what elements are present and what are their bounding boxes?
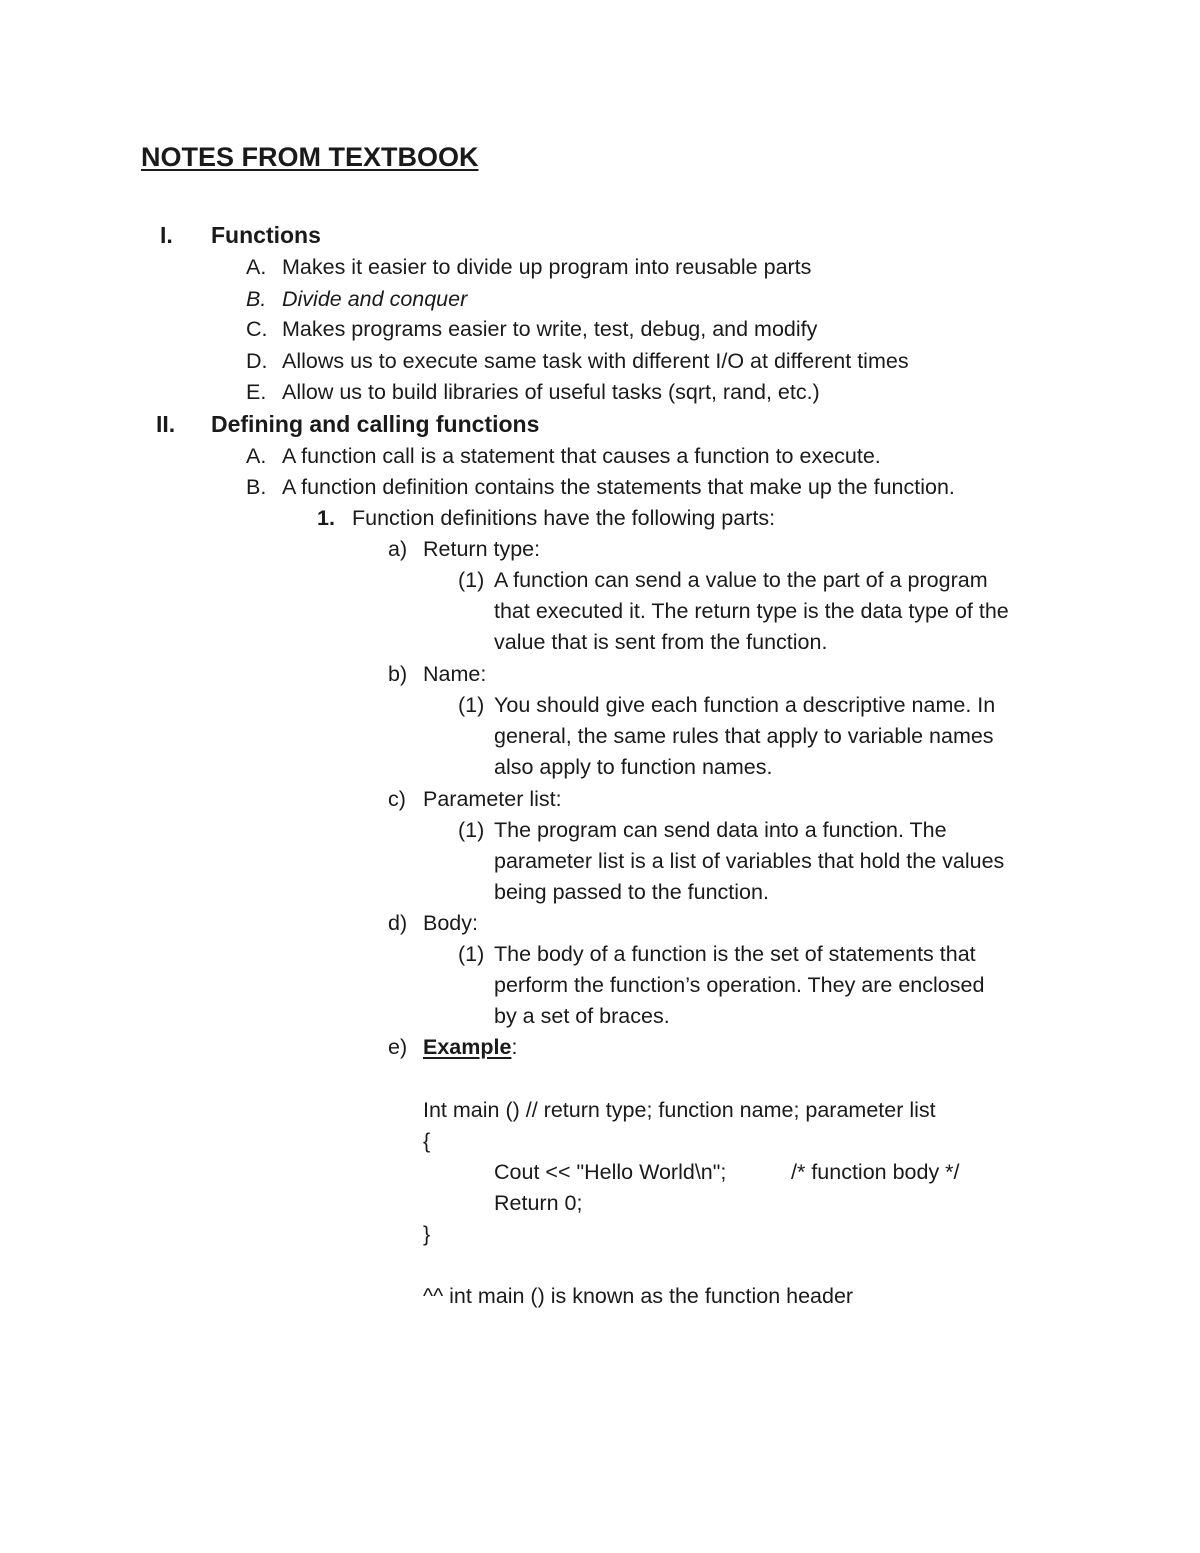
- code-return-statement: Return 0;: [494, 1191, 583, 1215]
- part-name: Parameter list:: [423, 787, 562, 811]
- sub-item-label: (1): [458, 818, 485, 842]
- part-name: Body:: [423, 911, 478, 935]
- list-item-label: A.: [246, 444, 267, 468]
- sub-item-text: parameter list is a list of variables that hold the values: [494, 849, 1005, 873]
- section-1-number: I.: [160, 222, 173, 248]
- part-label: d): [388, 911, 408, 935]
- sub-item-text: being passed to the function.: [494, 880, 769, 904]
- sub-item-text: perform the function’s operation. They are enclosed: [494, 973, 985, 997]
- code-open-brace: {: [423, 1129, 431, 1153]
- list-item-text: Divide and conquer: [282, 287, 468, 311]
- sub-item-text: by a set of braces.: [494, 1004, 670, 1028]
- sub-item-text: that executed it. The return type is the data type of the: [494, 599, 1009, 623]
- list-item-label: C.: [246, 317, 268, 341]
- sub-item-text: A function can send a value to the part of a program: [494, 568, 988, 592]
- section-2-number: II.: [156, 411, 176, 437]
- sub-item-label: (1): [458, 568, 485, 592]
- sub-item-text: general, the same rules that apply to variable names: [494, 724, 994, 748]
- sub-item-label: (1): [458, 942, 485, 966]
- code-function-header: Int main () // return type; function name; parameter list: [423, 1098, 936, 1122]
- sub-item-text: The body of a function is the set of statements that: [494, 942, 976, 966]
- section-2-title: Defining and calling functions: [211, 411, 540, 437]
- part-label: a): [388, 537, 408, 561]
- parts-heading-text: Function definitions have the following parts:: [352, 506, 776, 530]
- list-item-text: A function call is a statement that causes a function to execute.: [282, 444, 881, 468]
- page-title: NOTES FROM TEXTBOOK: [141, 142, 479, 172]
- list-item-text: Allow us to build libraries of useful tasks (sqrt, rand, etc.): [282, 380, 820, 404]
- code-body-statement: Cout << "Hello World\n";: [494, 1160, 727, 1184]
- list-item-text: Makes programs easier to write, test, debug, and modify: [282, 317, 818, 341]
- section-1-title: Functions: [211, 222, 321, 248]
- sub-item-text: also apply to function names.: [494, 755, 773, 779]
- list-item-text: A function definition contains the statements that make up the function.: [282, 475, 955, 499]
- part-label: c): [388, 787, 406, 811]
- example-heading: [423, 1034, 517, 1060]
- list-item-label: A.: [246, 255, 267, 279]
- list-item-label: E.: [246, 380, 267, 404]
- function-header-note: ^^ int main () is known as the function header: [423, 1284, 854, 1308]
- part-label: e): [388, 1035, 408, 1059]
- part-label: b): [388, 662, 408, 686]
- code-close-brace: }: [423, 1222, 431, 1246]
- sub-item-text: You should give each function a descriptive name. In: [494, 693, 996, 717]
- list-item-text: Makes it easier to divide up program into reusable parts: [282, 255, 812, 279]
- code-body-comment: /* function body */: [791, 1160, 960, 1184]
- sub-item-label: (1): [458, 693, 485, 717]
- list-item-label: D.: [246, 349, 268, 373]
- list-item-label: B.: [246, 287, 267, 311]
- sub-item-text: value that is sent from the function.: [494, 630, 828, 654]
- list-item-label: B.: [246, 475, 267, 499]
- list-item-text: Allows us to execute same task with different I/O at different times: [282, 349, 909, 373]
- part-name: Name:: [423, 662, 487, 686]
- parts-heading-number: 1.: [317, 506, 335, 530]
- example-heading-colon: :: [511, 1035, 518, 1059]
- sub-item-text: The program can send data into a function. The: [494, 818, 947, 842]
- part-name: Return type:: [423, 537, 541, 561]
- example-heading-label: Example: [423, 1035, 512, 1059]
